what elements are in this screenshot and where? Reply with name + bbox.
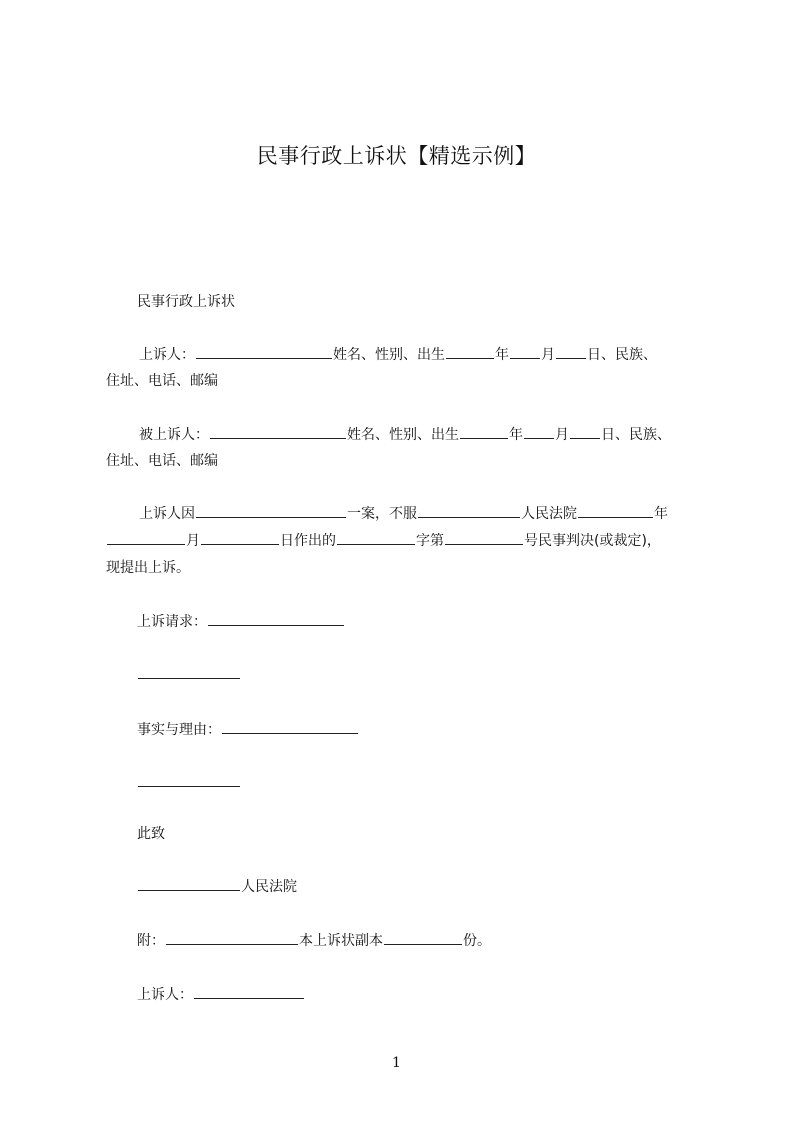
reason-text-6: 日作出的 <box>280 533 336 549</box>
appellant-month-text: 月 <box>541 347 555 363</box>
request-blank[interactable] <box>208 611 344 626</box>
appellee-month-text: 月 <box>555 427 569 443</box>
signature-line <box>137 984 305 1005</box>
reason-text-2: 一案，不服 <box>347 506 417 522</box>
document-heading <box>137 292 235 312</box>
judgment-year-blank[interactable] <box>578 503 653 518</box>
regards-line <box>137 824 165 844</box>
reason-text-8: 号民事判决(或裁定)， <box>524 533 661 549</box>
appellee-info-text: 姓名、性别、出生 <box>347 427 459 443</box>
appellee-line-1 <box>139 424 671 445</box>
attachment-middle: 本上诉状副本 <box>299 933 383 949</box>
page-number: 1 <box>392 1055 401 1071</box>
document-title: 民事行政上诉状【精选示例】 <box>256 144 537 168</box>
facts-continuation <box>137 772 241 793</box>
regards-text: 此致 <box>137 826 165 842</box>
appellant-month-blank[interactable] <box>510 344 540 359</box>
case-word-blank[interactable] <box>337 530 415 545</box>
appellee-label: 被上诉人： <box>139 427 209 443</box>
judgment-day-blank[interactable] <box>201 530 279 545</box>
reason-text-9: 现提出上诉。 <box>106 560 190 576</box>
appellee-name-blank[interactable] <box>210 424 346 439</box>
attachment-suffix: 份。 <box>463 933 491 949</box>
facts-blank[interactable] <box>222 719 358 734</box>
appellant-year-blank[interactable] <box>446 344 494 359</box>
recipient-court-blank[interactable] <box>138 876 240 891</box>
appellant-year-text: 年 <box>495 347 509 363</box>
reason-text-1: 上诉人因 <box>139 506 195 522</box>
appellee-address-text: 住址、电话、邮编 <box>106 453 218 469</box>
court-suffix: 人民法院 <box>241 879 297 895</box>
appellee-day-blank[interactable] <box>570 424 600 439</box>
facts-blank-2[interactable] <box>138 772 240 787</box>
appellant-day-text: 日、民族、 <box>587 347 657 363</box>
appellant-line-1 <box>139 344 657 365</box>
appellant-info-text: 姓名、性别、出生 <box>333 347 445 363</box>
appellee-day-text: 日、民族、 <box>601 427 671 443</box>
reason-text-5: 月 <box>186 533 200 549</box>
reason-line-2 <box>106 530 661 551</box>
reason-line-3 <box>106 558 190 578</box>
court-line <box>137 876 297 897</box>
signature-label: 上诉人： <box>137 987 193 1003</box>
appellee-year-text: 年 <box>509 427 523 443</box>
case-number-blank[interactable] <box>445 530 523 545</box>
appellant-name-blank[interactable] <box>196 344 332 359</box>
reason-text-3: 人民法院 <box>521 506 577 522</box>
request-blank-2[interactable] <box>138 664 240 679</box>
case-name-blank[interactable] <box>196 503 346 518</box>
appellee-month-blank[interactable] <box>524 424 554 439</box>
court-blank[interactable] <box>418 503 520 518</box>
heading-text: 民事行政上诉状 <box>137 294 235 310</box>
request-label: 上诉请求： <box>137 614 207 630</box>
appellee-year-blank[interactable] <box>460 424 508 439</box>
signature-blank[interactable] <box>194 984 304 999</box>
facts-label: 事实与理由： <box>137 722 221 738</box>
attachment-count-blank[interactable] <box>166 930 298 945</box>
reason-text-4: 年 <box>654 506 668 522</box>
reason-text-7: 字第 <box>416 533 444 549</box>
facts-line <box>137 719 359 740</box>
reason-line-1 <box>139 503 668 524</box>
request-line <box>137 611 345 632</box>
appellant-day-blank[interactable] <box>556 344 586 359</box>
judgment-month-blank[interactable] <box>107 530 185 545</box>
appellant-line-2 <box>106 371 218 391</box>
appellee-line-2 <box>106 451 218 471</box>
appellant-address-text: 住址、电话、邮编 <box>106 373 218 389</box>
request-continuation <box>137 664 241 685</box>
copy-count-blank[interactable] <box>384 930 462 945</box>
attachment-line <box>137 930 491 951</box>
appellant-label: 上诉人： <box>139 347 195 363</box>
attachment-label: 附： <box>137 933 165 949</box>
